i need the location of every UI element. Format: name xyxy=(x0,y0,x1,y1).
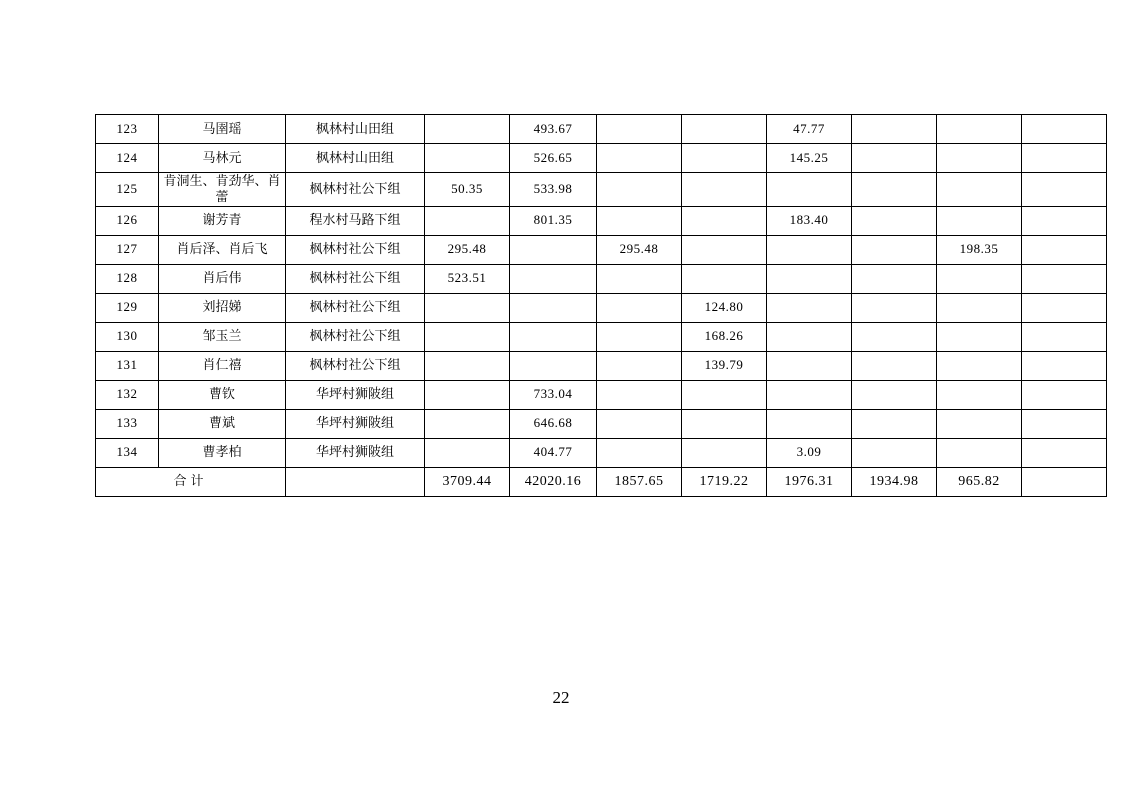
row-col5: 533.98 xyxy=(510,173,597,207)
row-col8: 183.40 xyxy=(767,206,852,235)
row-col4 xyxy=(425,438,510,467)
row-index: 123 xyxy=(96,115,159,144)
row-col11 xyxy=(1022,409,1107,438)
row-col8 xyxy=(767,173,852,207)
row-col4 xyxy=(425,322,510,351)
total-col11 xyxy=(1022,467,1107,496)
row-col4 xyxy=(425,206,510,235)
row-col9 xyxy=(852,293,937,322)
data-table xyxy=(95,114,1107,497)
row-col5 xyxy=(510,293,597,322)
total-group xyxy=(286,467,425,496)
row-col8 xyxy=(767,351,852,380)
row-col7 xyxy=(682,438,767,467)
row-col10 xyxy=(937,115,1022,144)
row-index: 134 xyxy=(96,438,159,467)
row-col6 xyxy=(597,173,682,207)
row-col7: 124.80 xyxy=(682,293,767,322)
row-col6 xyxy=(597,293,682,322)
row-col10: 198.35 xyxy=(937,235,1022,264)
row-col10 xyxy=(937,438,1022,467)
row-col6 xyxy=(597,144,682,173)
row-col11 xyxy=(1022,206,1107,235)
row-col4 xyxy=(425,351,510,380)
row-col10 xyxy=(937,144,1022,173)
row-col5: 733.04 xyxy=(510,380,597,409)
row-col9 xyxy=(852,351,937,380)
row-group: 枫林村山田组 xyxy=(286,144,425,173)
row-group: 枫林村社公下组 xyxy=(286,322,425,351)
row-col10 xyxy=(937,409,1022,438)
row-group: 程水村马路下组 xyxy=(286,206,425,235)
table-row xyxy=(96,380,1107,409)
row-col6 xyxy=(597,438,682,467)
table-row xyxy=(96,322,1107,351)
row-col6 xyxy=(597,115,682,144)
row-index: 128 xyxy=(96,264,159,293)
row-col9 xyxy=(852,173,937,207)
row-col11 xyxy=(1022,438,1107,467)
total-col10: 965.82 xyxy=(937,467,1022,496)
row-name: 刘招娣 xyxy=(159,293,286,322)
row-col10 xyxy=(937,264,1022,293)
total-col4: 3709.44 xyxy=(425,467,510,496)
data-table-container xyxy=(95,114,1028,497)
row-col6: 295.48 xyxy=(597,235,682,264)
row-name: 曹斌 xyxy=(159,409,286,438)
row-name: 马圉瑶 xyxy=(159,115,286,144)
row-col7 xyxy=(682,235,767,264)
row-index: 127 xyxy=(96,235,159,264)
row-col4: 295.48 xyxy=(425,235,510,264)
row-col11 xyxy=(1022,173,1107,207)
row-col5: 801.35 xyxy=(510,206,597,235)
row-col8: 3.09 xyxy=(767,438,852,467)
row-col6 xyxy=(597,351,682,380)
table-row xyxy=(96,115,1107,144)
row-col8 xyxy=(767,235,852,264)
row-col10 xyxy=(937,293,1022,322)
row-col9 xyxy=(852,144,937,173)
row-name: 肖后泽、肖后飞 xyxy=(159,235,286,264)
row-col8 xyxy=(767,293,852,322)
row-col10 xyxy=(937,206,1022,235)
row-group: 枫林村社公下组 xyxy=(286,235,425,264)
row-col10 xyxy=(937,173,1022,207)
row-col10 xyxy=(937,380,1022,409)
row-col5: 526.65 xyxy=(510,144,597,173)
total-label: 合计 xyxy=(96,467,286,496)
row-col4 xyxy=(425,380,510,409)
table-body xyxy=(96,115,1107,497)
row-group: 枫林村山田组 xyxy=(286,115,425,144)
row-col6 xyxy=(597,322,682,351)
row-col4 xyxy=(425,115,510,144)
row-col7 xyxy=(682,115,767,144)
row-col5 xyxy=(510,264,597,293)
row-col11 xyxy=(1022,322,1107,351)
row-col7: 139.79 xyxy=(682,351,767,380)
row-name: 肖仁禧 xyxy=(159,351,286,380)
row-col6 xyxy=(597,206,682,235)
table-row xyxy=(96,293,1107,322)
row-col8 xyxy=(767,322,852,351)
row-col8 xyxy=(767,409,852,438)
row-col11 xyxy=(1022,351,1107,380)
row-index: 130 xyxy=(96,322,159,351)
table-row xyxy=(96,206,1107,235)
table-row xyxy=(96,144,1107,173)
row-col7 xyxy=(682,409,767,438)
row-col9 xyxy=(852,206,937,235)
row-col7 xyxy=(682,206,767,235)
row-col9 xyxy=(852,380,937,409)
row-col10 xyxy=(937,322,1022,351)
row-col5 xyxy=(510,351,597,380)
row-col4 xyxy=(425,293,510,322)
row-col9 xyxy=(852,322,937,351)
row-col6 xyxy=(597,380,682,409)
row-name: 邹玉兰 xyxy=(159,322,286,351)
row-group: 枫林村社公下组 xyxy=(286,351,425,380)
total-col5: 42020.16 xyxy=(510,467,597,496)
row-group: 枫林村社公下组 xyxy=(286,173,425,207)
row-col7 xyxy=(682,380,767,409)
row-col5: 646.68 xyxy=(510,409,597,438)
row-col8 xyxy=(767,380,852,409)
row-group: 华坪村狮陂组 xyxy=(286,409,425,438)
row-col9 xyxy=(852,264,937,293)
row-group: 枫林村社公下组 xyxy=(286,264,425,293)
row-col7 xyxy=(682,173,767,207)
row-index: 124 xyxy=(96,144,159,173)
table-row xyxy=(96,438,1107,467)
row-col6 xyxy=(597,409,682,438)
row-col6 xyxy=(597,264,682,293)
total-col9: 1934.98 xyxy=(852,467,937,496)
row-col7 xyxy=(682,264,767,293)
row-col11 xyxy=(1022,293,1107,322)
table-total-row xyxy=(96,467,1107,496)
row-name: 曹钦 xyxy=(159,380,286,409)
row-col8: 47.77 xyxy=(767,115,852,144)
row-index: 129 xyxy=(96,293,159,322)
row-col9 xyxy=(852,438,937,467)
row-col5 xyxy=(510,322,597,351)
row-index: 126 xyxy=(96,206,159,235)
row-col4 xyxy=(425,144,510,173)
row-col5: 404.77 xyxy=(510,438,597,467)
row-col9 xyxy=(852,235,937,264)
row-name: 马林元 xyxy=(159,144,286,173)
table-row xyxy=(96,351,1107,380)
row-name: 曹孝柏 xyxy=(159,438,286,467)
row-col8 xyxy=(767,264,852,293)
row-index: 125 xyxy=(96,173,159,207)
table-row xyxy=(96,173,1107,207)
row-col11 xyxy=(1022,235,1107,264)
row-col7 xyxy=(682,144,767,173)
row-col9 xyxy=(852,115,937,144)
total-col8: 1976.31 xyxy=(767,467,852,496)
row-col8: 145.25 xyxy=(767,144,852,173)
total-col6: 1857.65 xyxy=(597,467,682,496)
row-col11 xyxy=(1022,380,1107,409)
row-name: 谢芳青 xyxy=(159,206,286,235)
row-index: 131 xyxy=(96,351,159,380)
row-col11 xyxy=(1022,115,1107,144)
row-col4 xyxy=(425,409,510,438)
row-col7: 168.26 xyxy=(682,322,767,351)
page-number: 22 xyxy=(552,688,570,707)
row-name: 肖后伟 xyxy=(159,264,286,293)
row-name: 肯洞生、肯劲华、肖蕾 xyxy=(159,173,286,207)
table-row xyxy=(96,409,1107,438)
total-col7: 1719.22 xyxy=(682,467,767,496)
row-group: 华坪村狮陂组 xyxy=(286,438,425,467)
row-col4: 50.35 xyxy=(425,173,510,207)
table-row xyxy=(96,264,1107,293)
row-col5 xyxy=(510,235,597,264)
table-row xyxy=(96,235,1107,264)
row-col4: 523.51 xyxy=(425,264,510,293)
row-group: 枫林村社公下组 xyxy=(286,293,425,322)
row-col9 xyxy=(852,409,937,438)
row-index: 133 xyxy=(96,409,159,438)
row-col10 xyxy=(937,351,1022,380)
row-col11 xyxy=(1022,264,1107,293)
row-index: 132 xyxy=(96,380,159,409)
row-col5: 493.67 xyxy=(510,115,597,144)
row-group: 华坪村狮陂组 xyxy=(286,380,425,409)
row-col11 xyxy=(1022,144,1107,173)
